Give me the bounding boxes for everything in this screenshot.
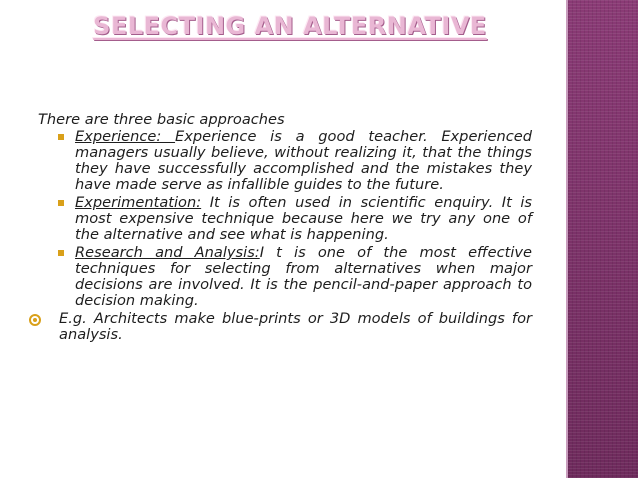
slide-body (38, 112, 532, 343)
approaches-list (38, 129, 532, 309)
approach-item-experience (38, 129, 532, 193)
decorative-side-band (568, 0, 638, 478)
approach-description: It is often used in scientific enquiry. It is most expensive technique because here we try any one of the alternative and see what is happening. (75, 194, 532, 243)
square-bullet-icon (58, 200, 64, 206)
intro-text: There are three basic approaches (38, 111, 285, 128)
slide-title: SELECTING AN ALTERNATIVE (93, 12, 487, 40)
approach-term: Experience: (75, 128, 176, 145)
example-text: E.g. Architects make blue-prints or 3D models of buildings for analysis. (59, 310, 532, 343)
approach-term: Research and Analysis: (75, 244, 260, 261)
circle-target-bullet-icon (29, 314, 41, 326)
approach-description: Experience is a good teacher. Experienced managers usually believe, without realizing it, that the things they have successfully accomplished and the mistakes they have made serve as infallible guides to the future. (75, 128, 532, 193)
example-item (38, 311, 532, 343)
approach-item-research (38, 245, 532, 309)
square-bullet-icon (58, 250, 64, 256)
approach-item-experimentation (38, 195, 532, 243)
approach-term: Experimentation: (75, 194, 202, 211)
square-bullet-icon (58, 134, 64, 140)
approach-description: I t is one of the most effective techniques for selecting from alternatives when major decisions are involved. It is the pencil-and-paper approach to decision making. (75, 244, 532, 309)
